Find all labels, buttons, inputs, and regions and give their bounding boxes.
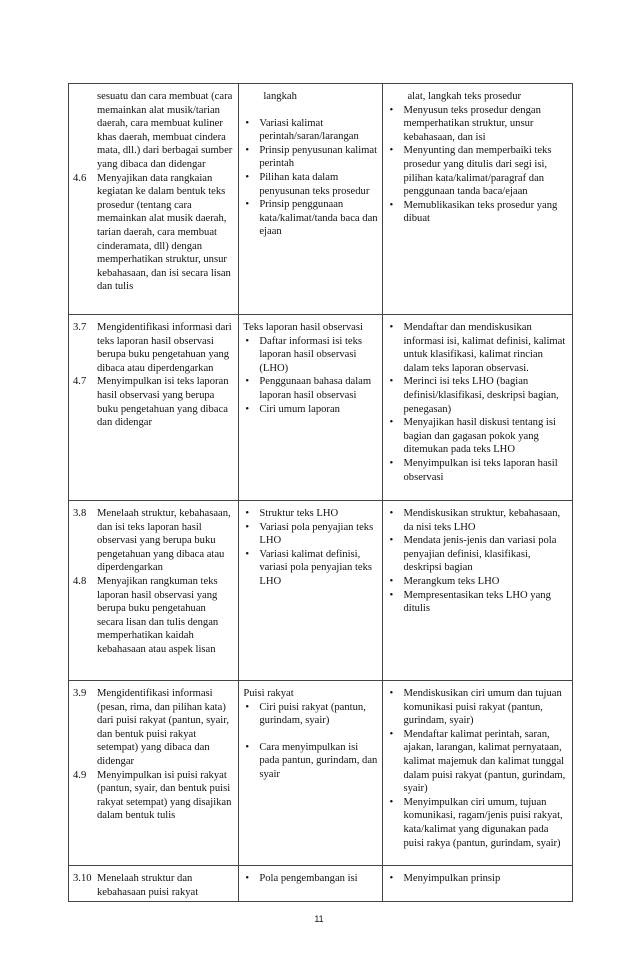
kegiatan-cell	[383, 866, 573, 902]
materi-lead: langkah	[263, 91, 297, 102]
kd-cell	[69, 315, 239, 501]
materi-item: • Daftar informasi isi teks laporan hasil observasi (LHO)	[243, 335, 378, 376]
kegiatan-item: • Mendata jenis-jenis dan variasi pola penyajian definisi, klasifikasi, deskripsi bagian	[387, 534, 568, 575]
materi-item: • Prinsip penggunaan kata/kalimat/tanda baca dan ejaan	[243, 198, 378, 239]
kegiatan-lead: alat, langkah teks prosedur	[407, 91, 522, 102]
kd-number: 3.7	[73, 322, 87, 333]
kd-text: Menelaah struktur dan kebahasaan puisi rakyat	[97, 873, 199, 898]
kegiatan-item: • Menyusun teks prosedur dengan memperhatikan struktur, unsur kebahasaan, dan isi	[387, 104, 568, 145]
kd-item	[73, 575, 234, 657]
table-row	[69, 866, 573, 902]
kegiatan-cell	[383, 501, 573, 681]
materi-cell	[239, 315, 383, 501]
kegiatan-cell	[383, 315, 573, 501]
kd-text: Menyimpulkan isi teks laporan hasil observasi yang berupa buku pengetahuan yang dibaca dan didengar	[97, 376, 229, 429]
materi-cell	[239, 501, 383, 681]
kd-item	[73, 507, 234, 575]
kegiatan-item: • Mendiskusikan struktur, kebahasaan, da nisi teks LHO	[387, 507, 568, 534]
kegiatan-item: • Memublikasikan teks prosedur yang dibuat	[387, 199, 568, 226]
materi-item: • Pola pengembangan isi	[243, 872, 378, 886]
kegiatan-item: • Mendaftar dan mendiskusikan informasi isi, kalimat definisi, kalimat untuk klasifikasi, kalimat rincian dalam teks laporan observasi.	[387, 321, 568, 375]
page-number: 11	[314, 914, 324, 924]
kd-item	[73, 321, 234, 375]
kegiatan-item: • Mempresentasikan teks LHO yang ditulis	[387, 589, 568, 616]
kd-cell	[69, 866, 239, 902]
kd-item	[73, 172, 234, 294]
table-row	[69, 84, 573, 315]
materi-item: • Variasi kalimat perintah/saran/larangan	[243, 117, 378, 144]
materi-item: • Ciri umum laporan	[243, 403, 378, 417]
kd-cell	[69, 84, 239, 315]
table-row	[69, 681, 573, 866]
kd-number: 3.10	[73, 873, 92, 884]
materi-item: • Variasi pola penyajian teks LHO	[243, 521, 378, 548]
kegiatan-item: • Menyimpulkan isi teks laporan hasil observasi	[387, 457, 568, 484]
materi-item: • Prinsip penyusunan kalimat perintah	[243, 144, 378, 171]
kd-number: 4.6	[73, 172, 87, 184]
syllabus-table	[68, 83, 573, 902]
kegiatan-item: • Merinci isi teks LHO (bagian definisi/klasifikasi, deskripsi bagian, penegasan)	[387, 375, 568, 416]
kd-number: 4.9	[73, 769, 87, 781]
materi-cell	[239, 866, 383, 902]
kegiatan-cell	[383, 681, 573, 866]
kegiatan-cell	[383, 84, 573, 315]
kegiatan-item: • Mendiskusikan ciri umum dan tujuan komunikasi puisi rakyat (pantun, gurindam, syair)	[387, 687, 568, 728]
kd-item	[73, 769, 234, 823]
kd-text: Menyajikan rangkuman teks laporan hasil observasi yang berupa buku pengetahuan secara lisan dan tulis dengan memperhatikan kaidah kebahasaan atau aspek lisan	[97, 575, 219, 655]
kd-text: sesuatu dan cara membuat (cara memainkan alat musik/tarian daerah, cara membuat kuliner khas daerah, membuat cindera mata, dll.) dari berbagai sumber yang dibaca dan didengar	[97, 91, 233, 170]
materi-heading: Teks laporan hasil observasi	[243, 322, 363, 333]
kd-number: 4.8	[73, 575, 87, 587]
kd-cell	[69, 501, 239, 681]
table-row	[69, 501, 573, 681]
kd-item	[73, 687, 234, 769]
materi-item: • Pilihan kata dalam penyusunan teks prosedur	[243, 171, 378, 198]
kegiatan-item: • Menyunting dan memperbaiki teks prosedur yang ditulis dari segi isi, pilihan kata/kalimat/paragraf dan penggunaan tanda baca/ejaan	[387, 144, 568, 198]
kd-text: Menyajikan data rangkaian kegiatan ke dalam bentuk teks prosedur (tentang cara memainkan alat musik daerah, tarian daerah, cara membuat cinderamata, dll) dengan memperhatikan struktur, unsur kebahasaan, dan isi secara lisan dan tulis	[97, 172, 231, 293]
materi-item: • Struktur teks LHO	[243, 507, 378, 521]
kegiatan-item: • Menyajikan hasil diskusi tentang isi bagian dan gagasan pokok yang ditemukan pada teks LHO	[387, 416, 568, 457]
materi-item: • Variasi kalimat definisi, variasi pola penyajian teks LHO	[243, 548, 378, 589]
kd-text: Menyimpulkan isi puisi rakyat (pantun, syair, dan bentuk puisi rakyat setempat) yang disajikan dalam bentuk tulis	[97, 769, 232, 822]
kegiatan-item: • Menyimpulkan prinsip	[387, 872, 568, 886]
kd-number: 4.7	[73, 376, 87, 388]
materi-cell	[239, 681, 383, 866]
materi-item: • Ciri puisi rakyat (pantun, gurindam, syair)	[243, 701, 378, 728]
kd-item	[73, 90, 234, 172]
kegiatan-item: • Menyimpulkan ciri umum, tujuan komunikasi, ragam/jenis puisi rakyat, kata/kalimat yang digunakan pada puisi rakya (pantun, gurindam, syair)	[387, 796, 568, 850]
materi-cell	[239, 84, 383, 315]
kd-text: Mengidentifikasi informasi dari teks laporan hasil observasi berupa buku pengetahuan yang dibaca atau diperdengarkan	[97, 322, 232, 374]
kd-text: Mengidentifikasi informasi (pesan, rima, dan pilihan kata) dari puisi rakyat (pantun, syair, dan bentuk puisi rakyat setempat) yang dibaca dan didengar	[97, 688, 229, 767]
kd-item	[73, 872, 234, 899]
kd-number: 3.9	[73, 688, 87, 699]
materi-item: • Cara menyimpulkan isi pada pantun, gurindam, dan syair	[243, 741, 378, 782]
materi-item: • Penggunaan bahasa dalam laporan hasil observasi	[243, 375, 378, 402]
table-row	[69, 315, 573, 501]
kd-text: Menelaah struktur, kebahasaan, dan isi teks laporan hasil observasi yang berupa buku pengetahuan yang dibaca atau diperdengarkan	[97, 508, 231, 574]
kegiatan-item: • Merangkum teks LHO	[387, 575, 568, 589]
kd-cell	[69, 681, 239, 866]
materi-heading: Puisi rakyat	[243, 688, 294, 699]
kegiatan-item: • Mendaftar kalimat perintah, saran, ajakan, larangan, kalimat pernyataan, kalimat majemuk dan kalimat tunggal dalam puisi rakyat (pantun, gurindam, syair)	[387, 728, 568, 796]
kd-number	[73, 90, 97, 172]
kd-number: 3.8	[73, 508, 87, 519]
kd-item	[73, 375, 234, 429]
